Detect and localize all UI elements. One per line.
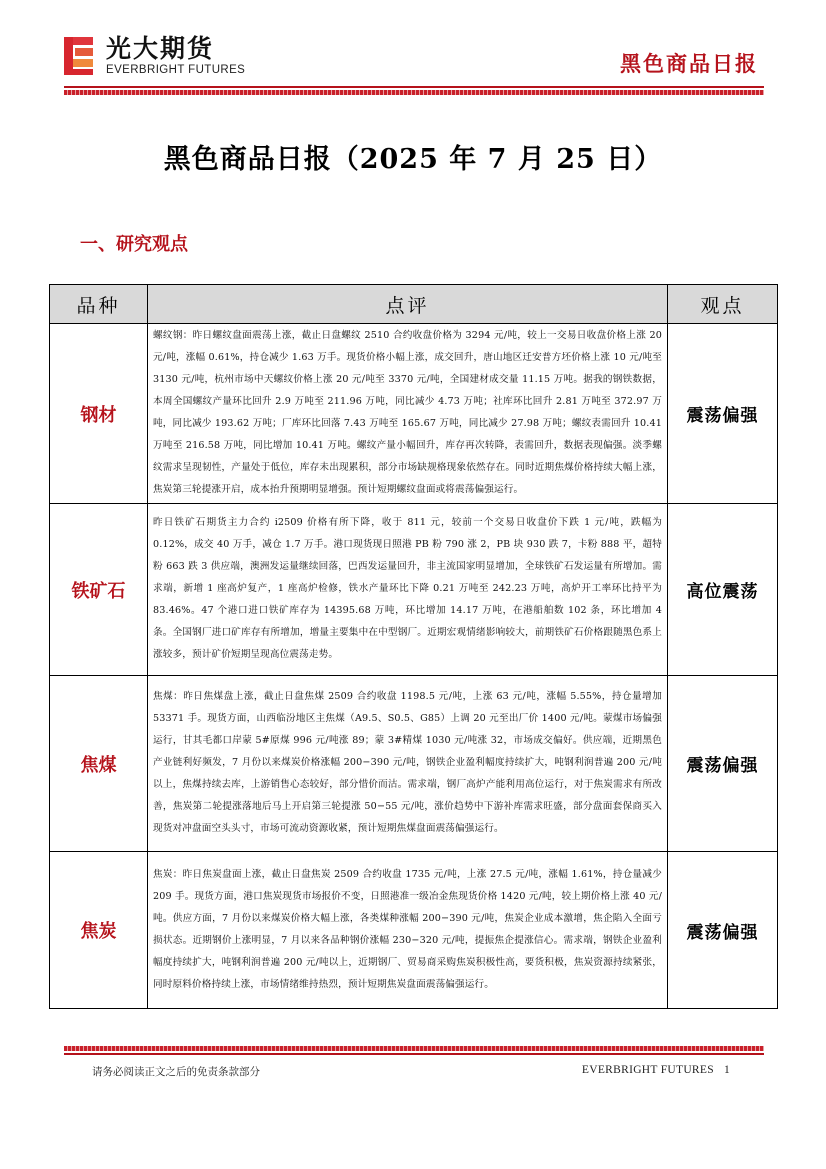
logo-name-en: EVERBRIGHT FUTURES	[106, 64, 246, 76]
header-view: 观点	[668, 285, 778, 324]
research-view-table	[49, 284, 778, 1009]
comment-cell: 焦煤：昨日焦煤盘上涨，截止日盘焦煤 2509 合约收盘 1198.5 元/吨，上涨 63 元/吨，涨幅 5.55%，持仓量增加 53371 手。现货方面，山西临汾地区主焦煤（A9.5、S0.5、G85）上调 20 元至出厂价 1400 元/吨。蒙煤市场偏强运行，甘其毛都口岸蒙 5#原煤 996 元/吨涨 89；蒙 3#精煤 1030 元/吨涨 32，市场成交偏好。供应端，近期黑色产业链利好频发，7 月份以来煤炭价格涨幅 200−390 元/吨，钢铁企业盈利幅度持续扩大，吨钢利润普遍 200 元/吨以上，焦煤持续去库，上游销售心态较好，部分惜价而沽。需求端，钢厂高炉产能利用高位运行，对于焦炭需求有所改善，焦炭第二轮提涨落地后马上开启第三轮提涨 50−55 元/吨，涨价趋势中下游补库需求旺盛，部分盘面套保商买入现货对冲盘面空头头寸，市场可流动资源收紧，预计短期焦煤盘面震荡偏强运行。	[148, 676, 668, 852]
variety-cell: 焦炭	[50, 852, 148, 1009]
header-variety: 品种	[50, 285, 148, 324]
table-row	[50, 504, 778, 676]
table-row	[50, 852, 778, 1009]
everbright-logo-icon	[62, 35, 96, 77]
table-header-row	[50, 285, 778, 324]
footer-disclaimer: 请务必阅读正文之后的免责条款部分	[92, 1066, 260, 1078]
header-comment: 点评	[148, 285, 668, 324]
company-logo	[62, 35, 245, 77]
footer-divider	[64, 1046, 764, 1055]
header-report-name: 黑色商品日报	[620, 52, 758, 76]
comment-cell: 螺纹钢：昨日螺纹盘面震荡上涨，截止日盘螺纹 2510 合约收盘价格为 3294 元/吨，较上一交易日收盘价格上涨 20 元/吨，涨幅 0.61%，持仓减少 1.63 万手。现货价格小幅上涨，成交回升，唐山地区迁安普方坯价格上涨 10 元/吨至 3130 元/吨，杭州市场中天螺纹价格上涨 20 元/吨至 3370 元/吨，全国建材成交量 11.15 万吨。据我的钢铁数据，本周全国螺纹产量环比回升 2.9 万吨至 211.96 万吨，同比减少 4.73 万吨；社库环比回升 2.81 万吨至 372.97 万吨，同比减少 193.62 万吨；厂库环比回落 7.43 万吨至 165.67 万吨，同比减少 27.98 万吨；螺纹表需回升 10.41 万吨至 216.58 万吨，同比增加 10.41 万吨。螺纹产量小幅回升，库存再次转降，表需回升，数据表现偏强。淡季螺纹需求呈现韧性，产量处于低位，库存未出现累积，部分市场缺规格现象依然存在。同时近期焦煤价格持续大幅上涨，焦炭第三轮提涨开启，成本抬升预期明显增强。预计短期螺纹盘面或将震荡偏强运行。	[148, 324, 668, 504]
section-heading: 一、研究观点	[80, 234, 188, 255]
page-number: 1	[723, 1064, 730, 1076]
page-title: 黑色商品日报（2025 年 7 月 25 日）	[163, 144, 663, 175]
table-row	[50, 676, 778, 852]
variety-cell: 焦煤	[50, 676, 148, 852]
footer-brand: EVERBRIGHT FUTURES	[581, 1064, 714, 1076]
header-divider	[64, 86, 764, 95]
view-cell: 震荡偏强	[668, 852, 778, 1009]
view-cell: 震荡偏强	[668, 676, 778, 852]
variety-cell: 铁矿石	[50, 504, 148, 676]
view-cell: 震荡偏强	[668, 324, 778, 504]
comment-cell: 焦炭：昨日焦炭盘面上涨，截止日盘焦炭 2509 合约收盘 1735 元/吨，上涨 27.5 元/吨，涨幅 1.61%，持仓量减少 209 手。现货方面，港口焦炭现货市场报价不变，日照港准一级冶金焦现货价格 1420 元/吨，较上期价格上涨 40 元/吨。供应方面，7 月份以来煤炭价格大幅上涨，各类煤种涨幅 200−390 元/吨，焦炭企业成本激增，焦企陷入全面亏损状态。近期钢价上涨明显，7 月以来各品种钢价涨幅 230−320 元/吨，提振焦企提涨信心。需求端，钢铁企业盈利幅度持续扩大，吨钢利润普遍 200 元/吨以上，近期钢厂、贸易商采购焦炭积极性高，要货积极，焦炭资源持续紧张，同时原料价格持续上涨，市场情绪维持热烈，预计短期焦炭盘面震荡偏强运行。	[148, 852, 668, 1009]
variety-cell: 钢材	[50, 324, 148, 504]
logo-name-cn: 光大期货	[106, 34, 215, 63]
view-cell: 高位震荡	[668, 504, 778, 676]
table-row	[50, 324, 778, 504]
comment-cell: 昨日铁矿石期货主力合约 i2509 价格有所下降，收于 811 元，较前一个交易日收盘价下跌 1 元/吨，跌幅为 0.12%，成交 40 万手，减仓 1.7 万手。港口现货现日照港 PB 粉 790 涨 2，PB 块 930 跌 7，卡粉 888 平，超特粉 663 跌 3 供应端，澳洲发运量继续回落，巴西发运量回升，非主流国家明显增加，全球铁矿石发运量有所增加。需求端，新增 1 座高炉复产，1 座高炉检修，铁水产量环比下降 0.21 万吨至 242.23 万吨，高炉开工率环比持平为 83.46%。47 个港口进口铁矿库存为 14395.68 万吨，环比增加 14.17 万吨，在港船舶数 102 条，环比增加 4 条。全国钢厂进口矿库存有所增加，增量主要集中在中型钢厂。近期宏观情绪影响较大，前期铁矿石价格跟随黑色系上涨较多，预计矿价短期呈现高位震荡走势。	[148, 504, 668, 676]
footer-brand-page	[582, 1064, 730, 1076]
